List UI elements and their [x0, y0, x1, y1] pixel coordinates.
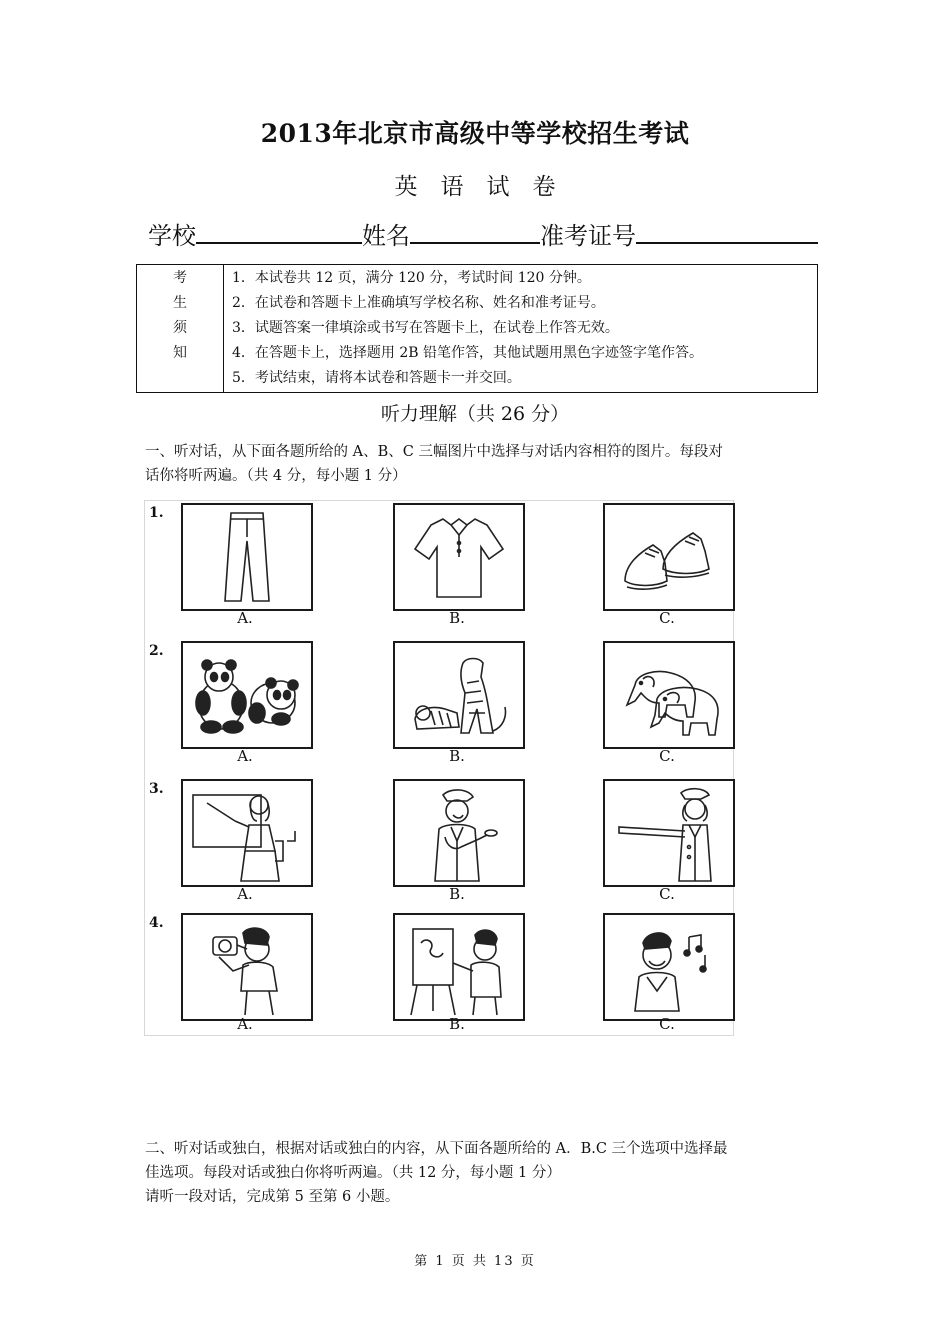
option-label: C.: [659, 1015, 675, 1033]
instruction-line: 二、听对话或独白，根据对话或独白的内容，从下面各题所给的 A．B.C 三个选项中选择最: [145, 1141, 728, 1157]
question-number: 2.: [149, 643, 164, 659]
question-number: 1.: [149, 505, 164, 521]
option-label: A.: [237, 885, 253, 903]
pandas-icon[interactable]: [181, 641, 313, 749]
option-label: B.: [449, 885, 465, 903]
singer-icon[interactable]: [603, 913, 735, 1021]
exam-subtitle: 英 语 试 卷: [394, 174, 556, 200]
option-label: C.: [659, 885, 675, 903]
notice-item: 5．考试结束，请将本试卷和答题卡一并交回。: [232, 370, 521, 386]
exam-title: 2013年北京市高级中等学校招生考试: [260, 119, 690, 148]
teacher-icon[interactable]: [181, 779, 313, 887]
instruction-line: 请听一段对话，完成第 5 至第 6 小题。: [145, 1189, 400, 1205]
part2-instructions: [145, 1137, 815, 1209]
doctor-icon[interactable]: [393, 779, 525, 887]
notice-label-char: 考: [173, 270, 187, 286]
option-label: C.: [659, 747, 675, 765]
tigers-icon[interactable]: [393, 641, 525, 749]
name-field-label: 姓名: [362, 222, 410, 250]
notice-label-cell: [137, 265, 224, 393]
section-title: 听力理解（共 26 分）: [380, 403, 570, 425]
option-label: A.: [237, 747, 253, 765]
option-label: B.: [449, 609, 465, 627]
option-label: B.: [449, 747, 465, 765]
trousers-icon[interactable]: [181, 503, 313, 611]
painter-icon[interactable]: [393, 913, 525, 1021]
instruction-line: 话你将听两遍。（共 4 分，每小题 1 分）: [145, 468, 407, 484]
policewoman-icon[interactable]: [603, 779, 735, 887]
option-label: A.: [237, 1015, 253, 1033]
candidate-notice-table: [136, 264, 818, 393]
sneakers-icon[interactable]: [603, 503, 735, 611]
name-field-blank[interactable]: [410, 220, 540, 244]
notice-item: 4．在答题卡上，选择题用 2B 铅笔作答，其他试题用黑色字迹签字笔作答。: [232, 345, 704, 361]
question-number: 3.: [149, 781, 164, 797]
option-label: A.: [237, 609, 253, 627]
school-field-label: 学校: [148, 222, 196, 250]
notice-item: 1．本试卷共 12 页，满分 120 分，考试时间 120 分钟。: [232, 270, 591, 286]
notice-label-char: 知: [173, 345, 187, 361]
student-info-fields: [148, 216, 818, 251]
exam-id-field-blank[interactable]: [636, 220, 818, 244]
page-footer: 第 1 页 共 13 页: [414, 1254, 536, 1269]
instruction-line: 佳选项。每段对话或独白你将听两遍。（共 12 分，每小题 1 分）: [145, 1165, 561, 1181]
part1-instructions: [145, 440, 815, 488]
notice-items-cell: [224, 265, 818, 393]
elephants-icon[interactable]: [603, 641, 735, 749]
question-number: 4.: [149, 915, 164, 931]
photographer-icon[interactable]: [181, 913, 313, 1021]
exam-id-field-label: 准考证号: [540, 222, 636, 250]
option-label: C.: [659, 609, 675, 627]
notice-item: 2．在试卷和答题卡上准确填写学校名称、姓名和准考证号。: [232, 295, 605, 311]
notice-item: 3．试题答案一律填涂或书写在答题卡上，在试卷上作答无效。: [232, 320, 619, 336]
shirt-icon[interactable]: [393, 503, 525, 611]
instruction-line: 一、听对话，从下面各题所给的 A、B、C 三幅图片中选择与对话内容相符的图片。每段对: [145, 444, 723, 460]
option-label: B.: [449, 1015, 465, 1033]
school-field-blank[interactable]: [196, 220, 362, 244]
notice-label-char: 须: [173, 320, 187, 336]
picture-questions-panel: [144, 500, 734, 1036]
notice-label-char: 生: [173, 295, 187, 311]
